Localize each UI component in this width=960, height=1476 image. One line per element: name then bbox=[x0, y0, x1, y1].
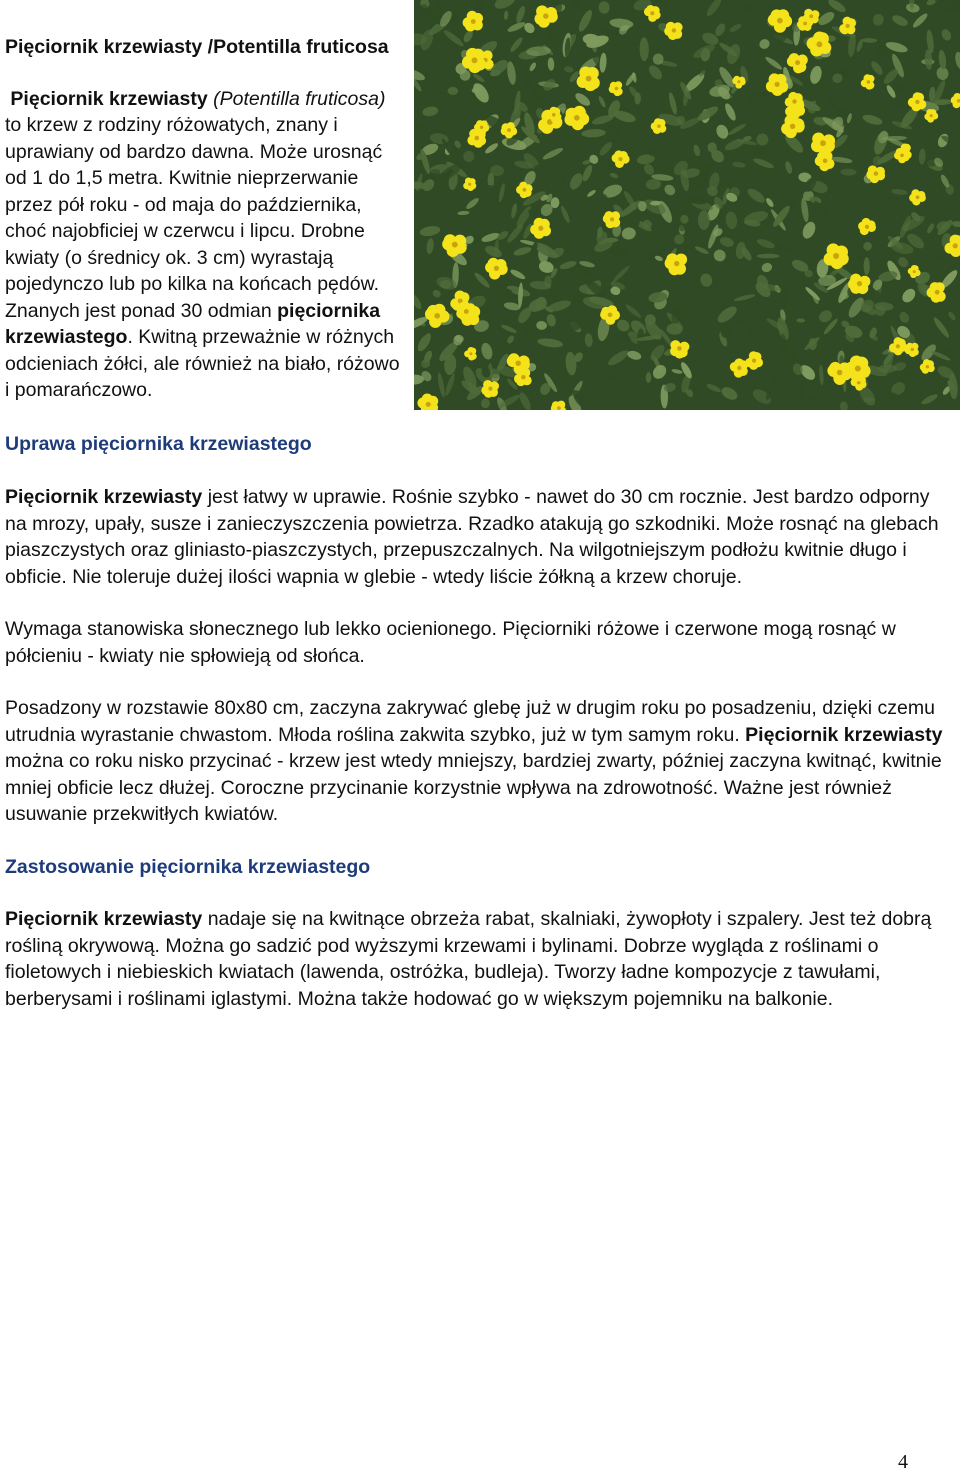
leaf bbox=[698, 210, 710, 230]
flower-center bbox=[574, 115, 580, 121]
flower-center bbox=[837, 370, 843, 376]
flower-center bbox=[900, 154, 904, 158]
flower-center bbox=[790, 124, 795, 129]
flower-center bbox=[803, 22, 807, 26]
leaf bbox=[757, 254, 780, 259]
document-page bbox=[5, 0, 955, 1012]
flower-center bbox=[867, 80, 871, 84]
flower-center bbox=[452, 242, 458, 248]
flower-center bbox=[469, 352, 472, 355]
flower-center bbox=[865, 225, 869, 229]
leaf bbox=[629, 213, 640, 228]
flower-center bbox=[608, 313, 613, 318]
flower-center bbox=[857, 281, 862, 286]
flower-center bbox=[775, 82, 780, 87]
flower-center bbox=[521, 375, 525, 379]
flower-center bbox=[464, 309, 469, 314]
leaf bbox=[864, 257, 870, 275]
cultivation-text-3a: Posadzony w rozstawie 80x80 cm, zaczyna zakrywać glebę już w drugim roku po posadzeniu, dzięki czemu utrudnia wyrastanie chwastom. Młoda roślina zakwita szybko, już w tym samym roku. bbox=[5, 697, 935, 746]
cultivation-paragraph-3 bbox=[5, 695, 955, 828]
flower-center bbox=[538, 226, 543, 231]
flower-center bbox=[677, 346, 682, 351]
flower-center bbox=[916, 195, 920, 199]
flower-center bbox=[913, 270, 916, 273]
intro-text-end: . Kwitną przeważnie w różnych odcieniach żółci, ale również na biało, różowo i pomarańczowo. bbox=[5, 326, 400, 401]
flower-center bbox=[523, 188, 527, 192]
flower-center bbox=[672, 28, 676, 32]
flower-center bbox=[777, 18, 783, 24]
flower-center bbox=[823, 159, 828, 164]
intro-bold-variety: pięciornika krzewiastego bbox=[5, 299, 381, 348]
flower-center bbox=[468, 183, 471, 186]
section-heading-cultivation: Uprawa pięciornika krzewiastego bbox=[5, 432, 312, 455]
flower-center bbox=[480, 126, 483, 129]
flower-center bbox=[615, 87, 619, 91]
flower-center bbox=[896, 344, 900, 348]
flower-center bbox=[930, 114, 933, 117]
flower-center bbox=[516, 361, 521, 366]
flower-center bbox=[618, 157, 622, 161]
cultivation-text-3b: można co roku nisko przycinać - krzew jest wtedy mniejszy, bardziej zwarty, później zaczyna kwitnąć, kwitnie mniej obficie lecz dłużej. Coroczne przycinanie korzystnie wpływa na zdrowotność. Ważne jest również usuwanie przekwitłych kwiatów. bbox=[5, 750, 942, 825]
flower-center bbox=[935, 290, 940, 295]
flower-center bbox=[494, 266, 499, 271]
flower-center bbox=[657, 124, 661, 128]
cultivation-text-1: jest łatwy w uprawie. Rośnie szybko - nawet do 30 cm rocznie. Jest bardzo odporny na mrozy, upały, susze i zanieczyszczenia powietrza. Rzadko atakują go szkodniki. Może rosnąć na glebach piaszczystych oraz gliniasto-piaszczystych, przepuszczalnych. Na wilgotniejszym podłożu kwitnie długo i obficie. Nie toleruje dużej ilości wapnia w glebie - wtedy liście żółkną a krzew choruje. bbox=[5, 486, 939, 588]
flower-center bbox=[737, 80, 740, 83]
intro-bold-name: Pięciornik krzewiasty bbox=[10, 87, 208, 110]
intro-latin-name: (Potentilla fruticosa) bbox=[213, 87, 386, 110]
cultivation-paragraph-1 bbox=[5, 484, 955, 590]
flower-center bbox=[552, 113, 556, 117]
flower-center bbox=[674, 261, 679, 266]
flower-center bbox=[926, 365, 929, 368]
cultivation-bold-name: Pięciornik krzewiasty bbox=[5, 486, 203, 508]
page-title: Pięciornik krzewiasty /Potentilla fruticosa bbox=[5, 36, 389, 58]
flower-center bbox=[809, 14, 813, 18]
flower-center bbox=[507, 128, 511, 132]
flower-center bbox=[737, 366, 741, 370]
cultivation-bold-name-2: Pięciornik krzewiasty bbox=[745, 723, 943, 746]
shrub-photo bbox=[414, 0, 960, 410]
usage-text: nadaje się na kwitnące obrzeża rabat, skalniaki, żywopłoty i szpalery. Jest też dobrą rośliną okrywową. Można go sadzić pod wyższymi krzewami i bylinami. Dobrze wygląda z roślinami o fioletowych i niebieskich kwiatach (lawenda, ostróżka, budleja). Tworzy ładne kompozycje z tawułami, berberysami i roślinami iglastymi. Można także hodować go w większym pojemniku na balkonie. bbox=[5, 908, 932, 1010]
usage-paragraph bbox=[5, 906, 955, 1012]
flower-center bbox=[820, 140, 826, 146]
flower-center bbox=[911, 348, 914, 351]
flower-center bbox=[953, 243, 958, 248]
flower-center bbox=[557, 406, 561, 410]
cultivation-paragraph-2: Wymaga stanowiska słonecznego lub lekko ocienionego. Pięciorniki różowe i czerwone mogą rosnąć w półcieniu - kwiaty nie spłowieją od słońca. bbox=[5, 618, 896, 667]
flower-center bbox=[475, 136, 480, 141]
flower-center bbox=[752, 359, 756, 363]
intro-text: to krzew z rodziny różowatych, znany i uprawiany od bardzo dawna. Może urosnąć od 1 do 1,5 metra. Kwitnie nieprzerwanie przez pół roku - od maja do października, choć najobficiej w czerwcu i lipcu. Drobne kwiaty (o średnicy ok. 3 cm) wyrastają pojedynczo lub po kilka na końcach pędów. Znanych jest ponad 30 odmian bbox=[5, 114, 383, 322]
flower-center bbox=[488, 387, 492, 391]
flower-center bbox=[855, 366, 861, 372]
flower-center bbox=[543, 13, 548, 18]
flower-center bbox=[792, 99, 796, 103]
yellow-flower bbox=[848, 274, 870, 295]
flower-center bbox=[915, 100, 919, 104]
flower-center bbox=[874, 171, 878, 175]
flower-center bbox=[610, 217, 614, 221]
flower-center bbox=[472, 57, 478, 63]
flower-center bbox=[426, 402, 431, 407]
usage-bold-name: Pięciornik krzewiasty bbox=[5, 908, 203, 930]
flower-center bbox=[833, 253, 839, 259]
flower-center bbox=[586, 76, 592, 82]
flower-center bbox=[471, 19, 476, 24]
page-number: 4 bbox=[898, 1451, 908, 1473]
section-heading-usage: Zastosowanie pięciornika krzewiastego bbox=[5, 855, 371, 878]
flower-center bbox=[817, 41, 823, 47]
flower-center bbox=[795, 60, 800, 65]
flower-center bbox=[650, 11, 654, 15]
flower-center bbox=[846, 24, 850, 28]
flower-center bbox=[434, 313, 440, 319]
shrub-photo-image bbox=[414, 0, 960, 410]
